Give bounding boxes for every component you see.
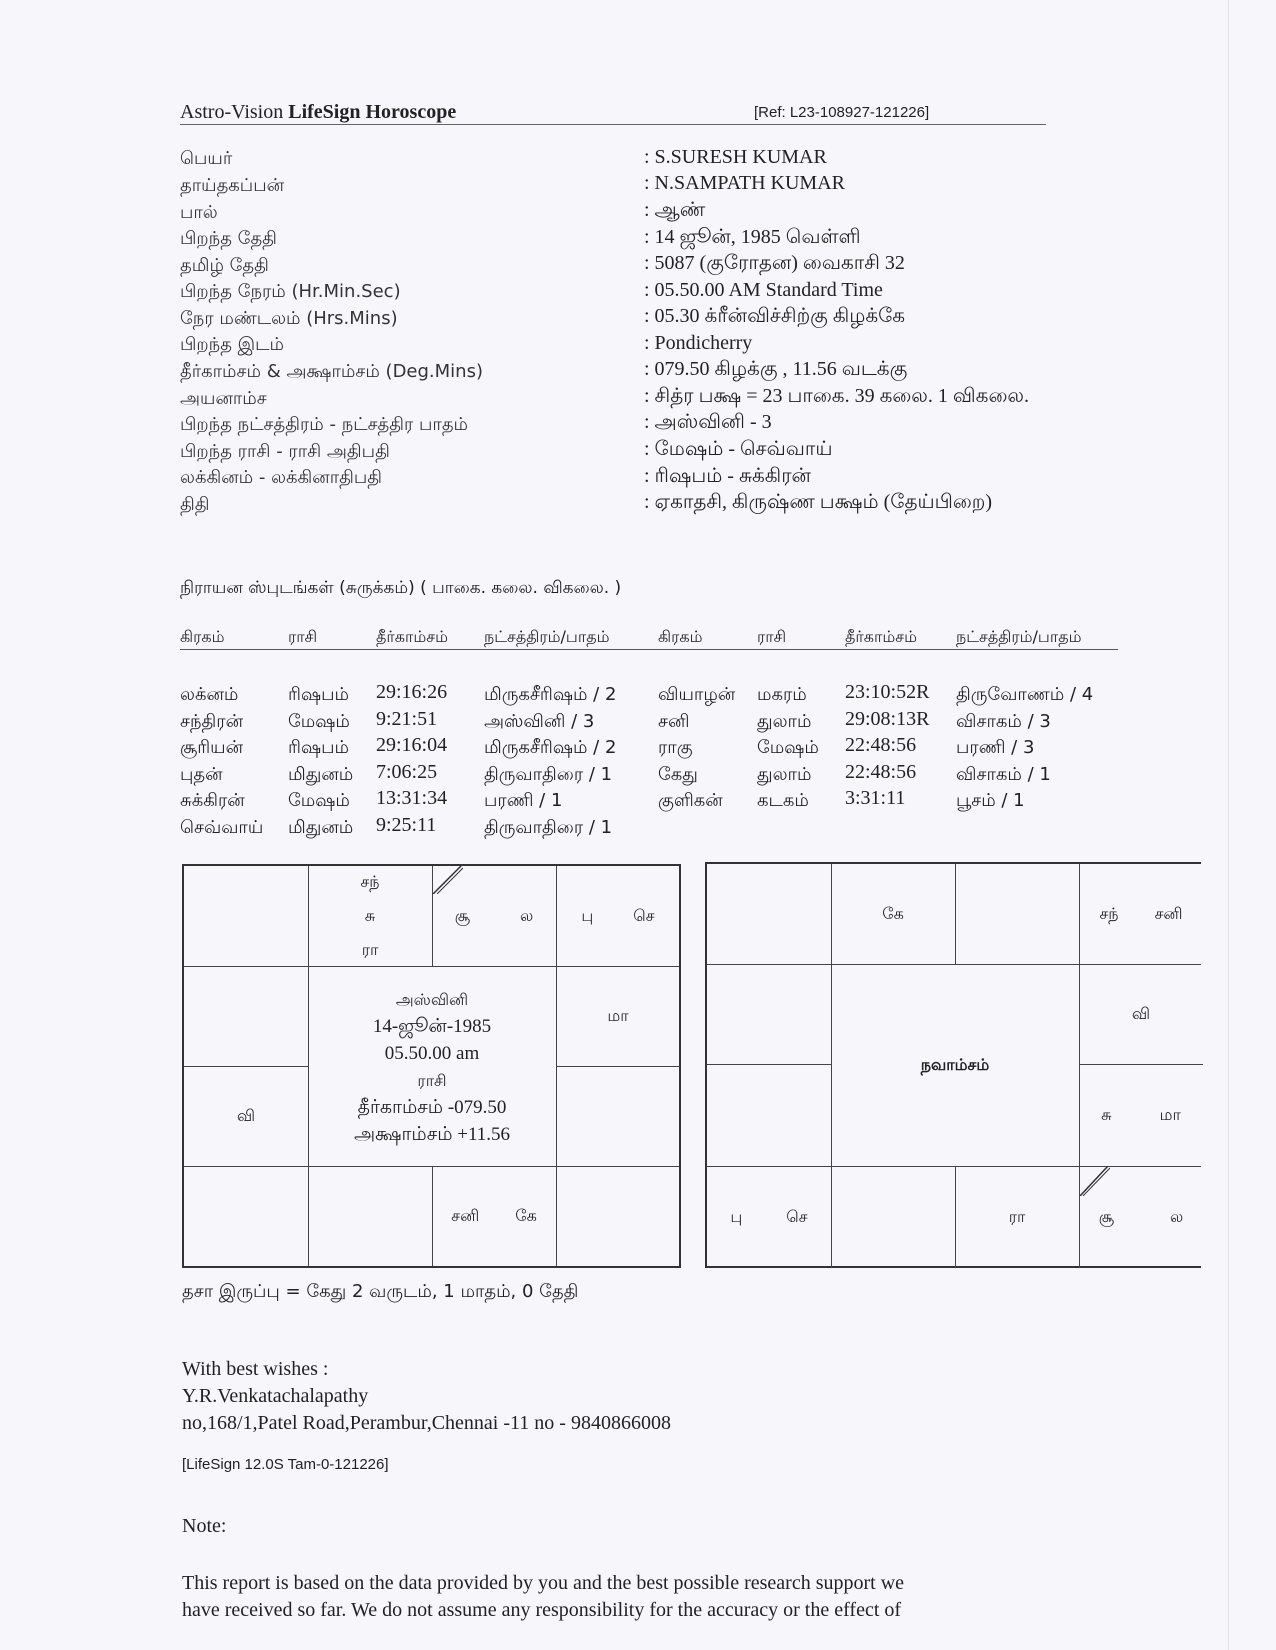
house-cell	[1079, 964, 1203, 1064]
navamsa-center-title: நவாம்சம்	[920, 1054, 990, 1074]
report-title: Astro-Vision LifeSign Horoscope	[180, 101, 457, 123]
reference-number: [Ref: L23-108927-121226]	[754, 104, 930, 121]
table-cell: பூசம் / 1	[956, 790, 1025, 811]
planet-label: சந்	[1099, 903, 1119, 923]
note-label: Note:	[182, 1515, 227, 1537]
detail-value: : 5087 (குரோதன) வைகாசி 32	[644, 252, 905, 274]
table-cell: கடகம்	[757, 790, 809, 811]
house-cell	[1079, 1064, 1203, 1166]
table-cell: ரிஷபம்	[288, 737, 349, 758]
planet-label: பு	[581, 905, 594, 925]
column-header: கிரகம்	[180, 627, 225, 646]
column-header: கிரகம்	[658, 627, 703, 646]
planet-positions-title: நிராயன ஸ்புடங்கள் (சுருக்கம்) ( பாகை. கலை. விகலை. )	[180, 578, 622, 598]
table-cell: மிதுனம்	[288, 817, 354, 838]
table-header-divider	[180, 649, 1118, 650]
detail-label: நேர மண்டலம் (Hrs.Mins)	[180, 308, 398, 329]
column-header: ராசி	[757, 627, 787, 646]
table-cell: லக்னம்	[180, 684, 239, 705]
birth-star: அஸ்வினி	[395, 990, 469, 1009]
table-cell: செவ்வாய்	[180, 817, 264, 838]
planet-label: ரா	[1008, 1206, 1026, 1226]
table-cell: 7:06:25	[376, 761, 438, 783]
table-cell: மேஷம்	[288, 790, 350, 811]
detail-label: பால்	[180, 202, 218, 223]
planet-label: சூ	[454, 905, 471, 925]
table-cell: விசாகம் / 3	[956, 711, 1051, 732]
grid-line	[955, 864, 956, 964]
detail-value: : 14 ஜூன், 1985 வெள்ளி	[644, 226, 861, 248]
house-cell	[707, 1166, 831, 1268]
column-header: நட்சத்திரம்/பாதம்	[956, 627, 1082, 646]
note-text-line: This report is based on the data provided by you and the best possible research support we	[182, 1572, 905, 1594]
longitude: தீர்காம்சம் -079.50	[357, 1097, 507, 1118]
table-cell: துலாம்	[757, 764, 812, 785]
house-cell	[432, 1166, 556, 1266]
table-cell: திருவாதிரை / 1	[484, 817, 613, 838]
detail-value: : Pondicherry	[644, 332, 753, 354]
table-cell: 29:16:26	[376, 681, 448, 703]
planet-label: மா	[1159, 1104, 1181, 1124]
detail-value: : 079.50 கிழக்கு , 11.56 வடக்கு	[644, 358, 908, 380]
table-cell: 22:48:56	[845, 734, 917, 756]
table-cell: பரணி / 1	[484, 790, 563, 811]
house-cell	[184, 1066, 308, 1166]
planet-label: சூ	[1098, 1206, 1115, 1226]
page-edge	[1228, 0, 1229, 1650]
table-cell: 9:21:51	[376, 708, 438, 730]
table-cell: சூரியன்	[180, 737, 244, 758]
detail-value: : அஸ்வினி - 3	[644, 411, 772, 433]
detail-value: : S.SURESH KUMAR	[644, 146, 827, 168]
rasi-chart	[182, 864, 681, 1268]
table-cell: சுக்கிரன்	[180, 790, 245, 811]
table-cell: திருவாதிரை / 1	[484, 764, 613, 785]
rasi-center-info	[308, 968, 556, 1166]
astrologer-address: no,168/1,Patel Road,Perambur,Chennai -11 no - 9840866008	[182, 1412, 671, 1434]
table-cell: 29:16:04	[376, 734, 448, 756]
latitude: அக்ஷாம்சம் +11.56	[353, 1124, 511, 1145]
table-cell: சனி	[658, 711, 690, 732]
grid-line	[556, 1066, 680, 1067]
detail-value: : 05.30 க்ரீன்விச்சிற்கு கிழக்கே	[644, 305, 906, 327]
detail-value: : ஏகாதசி, கிருஷ்ண பக்ஷம் (தேய்பிறை)	[644, 491, 993, 513]
planet-label: ரா	[361, 940, 379, 959]
software-version: [LifeSign 12.0S Tam-0-121226]	[182, 1456, 389, 1473]
planet-label: வி	[1131, 1003, 1151, 1023]
table-cell: மேஷம்	[757, 737, 819, 758]
table-cell: மிருகசீரிஷம் / 2	[484, 737, 617, 758]
birth-time: 05.50.00 am	[384, 1043, 480, 1064]
detail-label: பிறந்த நேரம் (Hr.Min.Sec)	[180, 281, 401, 302]
detail-value: : மேஷம் - செவ்வாய்	[644, 438, 833, 460]
planet-label: மா	[607, 1005, 629, 1025]
column-header: நட்சத்திரம்/பாதம்	[484, 627, 610, 646]
detail-label: பிறந்த ராசி - ராசி அதிபதி	[180, 441, 390, 462]
table-cell: மகரம்	[757, 684, 807, 705]
table-cell: விசாகம் / 1	[956, 764, 1051, 785]
detail-label: தீர்காம்சம் & அக்ஷாம்சம் (Deg.Mins)	[180, 361, 483, 382]
table-cell: 22:48:56	[845, 761, 917, 783]
detail-label: பிறந்த இடம்	[180, 334, 284, 355]
house-cell	[556, 966, 680, 1066]
planet-label: ல	[1170, 1206, 1184, 1226]
table-cell: புதன்	[180, 764, 223, 785]
planet-label: கே	[515, 1205, 537, 1225]
table-cell: சந்திரன்	[180, 711, 244, 732]
planet-label: சு	[364, 906, 376, 925]
table-cell: மேஷம்	[288, 711, 350, 732]
chart-name: ராசி	[417, 1071, 447, 1090]
detail-label: பெயர்	[180, 148, 233, 169]
detail-label: பிறந்த தேதி	[180, 228, 277, 249]
planet-label: சனி	[1154, 903, 1183, 923]
table-cell: 3:31:11	[845, 787, 906, 809]
planet-label: செ	[633, 905, 655, 925]
planet-label: சு	[1101, 1104, 1112, 1124]
grid-line	[707, 1064, 831, 1065]
column-header: தீர்காம்சம்	[376, 627, 448, 646]
table-cell: மிருகசீரிஷம் / 2	[484, 684, 617, 705]
table-cell: 13:31:34	[376, 787, 448, 809]
column-header: தீர்காம்சம்	[845, 627, 917, 646]
house-cell	[1079, 864, 1203, 964]
detail-value: : சித்ர பக்ஷ = 23 பாகை. 39 கலை. 1 விகலை.	[644, 385, 1029, 407]
title-divider	[180, 124, 1046, 125]
birth-date: 14-ஜூன்-1985	[372, 1016, 492, 1037]
wishes-text: With best wishes :	[182, 1358, 329, 1380]
table-cell: ராகு	[658, 737, 693, 758]
table-cell: குளிகன்	[658, 790, 723, 811]
navamsa-chart	[705, 862, 1201, 1268]
table-cell: மிதுனம்	[288, 764, 354, 785]
house-cell	[1079, 1166, 1203, 1268]
house-cell	[432, 866, 556, 966]
detail-label: பிறந்த நட்சத்திரம் - நட்சத்திர பாதம்	[180, 414, 469, 435]
house-cell	[556, 866, 680, 966]
table-cell: திருவோணம் / 4	[956, 684, 1094, 705]
detail-label: திதி	[180, 494, 210, 515]
table-cell: பரணி / 3	[956, 737, 1035, 758]
detail-value: : ஆண்	[644, 199, 706, 221]
table-cell: 23:10:52R	[845, 681, 930, 703]
detail-label: தாய்தகப்பன்	[180, 175, 285, 196]
planet-label: செ	[786, 1206, 808, 1226]
detail-value: : 05.50.00 AM Standard Time	[644, 279, 883, 301]
note-text-line: have received so far. We do not assume any responsibility for the accuracy or the effect of	[182, 1599, 902, 1621]
table-cell: அஸ்வினி / 3	[484, 711, 595, 732]
detail-label: லக்கினம் - லக்கினாதிபதி	[180, 467, 383, 488]
house-cell	[831, 864, 955, 964]
detail-label: அயனாம்ச	[180, 388, 267, 409]
dasa-balance: தசா இருப்பு = கேது 2 வருடம், 1 மாதம், 0 தேதி	[182, 1281, 579, 1302]
house-cell	[955, 1166, 1079, 1268]
planet-label: வி	[236, 1105, 256, 1125]
detail-value: : N.SAMPATH KUMAR	[644, 172, 845, 194]
planet-label: ல	[520, 905, 534, 925]
table-cell: 29:08:13R	[845, 708, 930, 730]
house-cell	[308, 866, 432, 966]
detail-label: தமிழ் தேதி	[180, 255, 269, 276]
column-header: ராசி	[288, 627, 318, 646]
astrologer-name: Y.R.Venkatachalapathy	[182, 1385, 369, 1407]
planet-label: கே	[882, 903, 904, 923]
table-cell: ரிஷபம்	[288, 684, 349, 705]
table-cell: துலாம்	[757, 711, 812, 732]
table-cell: 9:25:11	[376, 814, 437, 836]
table-cell: வியாழன்	[658, 684, 736, 705]
planet-label: சந்	[360, 872, 380, 891]
table-cell: கேது	[658, 764, 698, 785]
detail-value: : ரிஷபம் - சுக்கிரன்	[644, 465, 811, 487]
planet-label: பு	[730, 1206, 743, 1226]
planet-label: சனி	[451, 1205, 480, 1225]
